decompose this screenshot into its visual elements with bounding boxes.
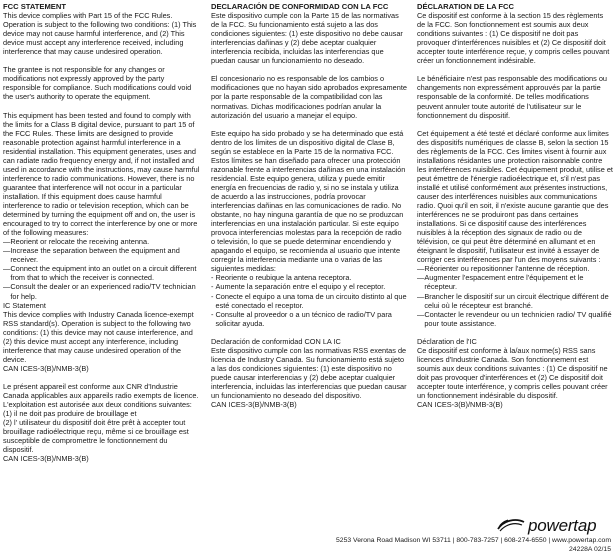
list-dash: - — [211, 309, 216, 319]
list-dash: — — [417, 264, 425, 274]
measure-item — [417, 310, 613, 328]
paragraph: Cet équipement a été testé et déclaré conforme aux limites des dispositifs numériques de classe B, selon la section 15 des règlements de la FCC. Ces limites visent à fournir aux installations résidantes une protection raisonnable contre les interférences nuisibles. Cet équipement produit, utilise et peut émettre de l'énergie radioélectrique et, s'il n'est pas installé et utilisé conformément aux présentes instructions, causer des interférences nuisibles aux communications radio. Quoi qu'il en soit, il n'existe aucune garantie que des interférences ne se produiront pas dans certaines installations. Si ce dispositif cause des interférences nuisibles à la réception des signaux de radio ou de télévision, ce qui peut être déterminé en allumant et en éteignant le dispositif, l'utilisateur est invité à essayer de corriger ces interférences par l'un des moyens suivants : — [417, 128, 613, 265]
measure-text: Aumente la separación entre el equipo y el receptor. — [215, 282, 386, 292]
measure-item — [211, 282, 407, 291]
powertap-swoosh-icon — [496, 517, 526, 535]
powertap-logo — [496, 517, 596, 535]
company-address: 5253 Verona Road Madison WI 53711 | 800-783-7257 | 608-274-6550 | www.powertap.com — [336, 537, 611, 544]
paragraph: The grantee is not responsible for any changes or modifications not expressly approved by the party responsible for compliance. Such modifications could void the user's authority to operate the equipment. — [3, 65, 192, 102]
paragraph: Le bénéficiaire n'est pas responsable des modifications ou changements non expressément approuvés par la partie responsable de la conformité. De telles modifications peuvent annuler toute autorité de l'utilisateur sur le fonctionnement du dispositif. — [417, 74, 608, 120]
certification-code: CAN ICES-3(B)/NMB-3(B) — [3, 363, 89, 373]
measure-text: Connect the equipment into an outlet on a circuit different from that to which the receiver is connected. — [10, 264, 197, 283]
paragraph: Este equipo ha sido probado y se ha determinado que está dentro de los límites de un dispositivo digital de Clase B, según se establece en la Parte 15 de la normativa FCC. Estos límites se han diseñado para ofrecer una protección razonable frente a interferencias dañinas en una instalación residencial. Este equipo genera, utiliza y puede emitir energía en frecuencias de radio y, si no se instala y utiliza de acuerdo a las instrucciones, podría provocar interferencias dañinas en las comunicaciones de radio. No obstante, no hay ninguna garantía de que no se produzcan interferencias en una instalación particular. Si este equipo provoca interferencias molestas para la recepción de radio o televisión, lo que se puede determinar encendiendo y apagando el equipo, se recomienda al usuario que intente corregir la interferencia mediante una o varias de las siguientes medidas: — [211, 128, 406, 274]
list-dash: - — [211, 273, 216, 283]
paragraph: This device complies with Part 15 of the FCC Rules. Operation is subject to the following two conditions: (1) This device may not cause harmful interference, and (2) This device must accept any interference received, including interference that may cause undesired operation. — [3, 11, 197, 57]
measure-text: Conecte el equipo a una toma de un circuito distinto al que esté conectado el receptor. — [215, 291, 407, 310]
measure-item — [3, 264, 200, 282]
ic-title: IC Statement — [3, 300, 46, 310]
paragraph: This device complies with Industry Canada licence-exempt RSS standard(s). Operation is subject to the following two conditions: (1) this device may not cause interference, and (2) this device must accept any interference, including interference that may cause undesired operation of the device. — [3, 309, 194, 364]
list-dash: — — [3, 246, 11, 256]
measure-text: Increase the separation between the equipment and receiver. — [10, 246, 180, 265]
paragraph: (2) l' utilisateur du dispositif doit être prêt à accepter tout brouillage radioélectrique reçu, même si ce brouillage est susceptible de compromettre le fonctionnement du dispositif. — [3, 418, 189, 455]
measure-item — [417, 292, 613, 310]
paragraph: Ce dispositif est conforme à la/aux norme(s) RSS sans licences d'Industrie Canada. Son fonctionnement est soumis aux deux conditions suivantes : (1) Ce dispositif ne doit pas provoquer d'interférences et (2) Ce dispositif doit accepter toute interférence, y compris celles pouvant créer un fonctionnement indésirable du dispositif. — [417, 345, 608, 401]
paragraph: Le présent appareil est conforme aux CNR d'Industrie Canada applicables aux appareils radio exempts de licence. L'exploitation est autorisée aux deux conditions suivantes: (1) il ne doit pas produire de brouillage et — [3, 381, 199, 419]
measure-item — [3, 246, 200, 264]
measure-item — [3, 282, 200, 300]
list-dash: - — [211, 291, 216, 301]
measure-text: Consult the dealer or an experienced radio/TV technician for help. — [10, 282, 196, 301]
paragraph: This equipment has been tested and found to comply with the limits for a Class B digital device, pursuant to part 15 of the FCC Rules. These limits are designed to provide reasonable protection against harmful interference in a residential installation. This equipment generates, uses and can radiate radio frequency energy and, if not installed and used in accordance with the instructions, may cause harmful interference to radio communications. However, there is no guarantee that interference will not occur in a particular installation. If this equipment does cause harmful interference to radio or television reception, which can be determined by turning the equipment off and on, the user is encouraged to try to correct the interference by one or more of the following measures: — [3, 110, 200, 238]
measure-text: Augmenter l'espacement entre l'équipement et le récepteur. — [424, 273, 584, 292]
fcc-statement-spanish — [211, 2, 407, 409]
measure-item — [417, 264, 613, 273]
fcc-statement-french — [417, 2, 613, 409]
section-title: FCC STATEMENT — [3, 2, 66, 11]
measure-item — [417, 273, 613, 291]
list-dash: — — [3, 237, 11, 247]
certification-code: CAN ICES-3(B)/NMB-3(B) — [417, 400, 503, 410]
paragraph: Este dispositivo cumple con la Parte 15 de las normativas de la FCC. Su funcionamiento está sujeto a las dos condiciones siguientes: (1) este dispositivo no debe causar interferencias dañinas y (2) debe aceptar cualquier interferencia recibida, incluidas las interferencias que puedan causar un funcionamiento no deseado. — [211, 11, 403, 66]
fcc-statement-english — [3, 2, 200, 463]
certification-code: CAN ICES-3(B)/NMB-3(B) — [3, 454, 89, 464]
logo-wordmark: powertap — [528, 516, 597, 535]
measure-item — [3, 237, 200, 246]
measure-text: Contacter le revendeur ou un technicien radio/ TV qualifié pour toute assistance. — [424, 309, 612, 328]
paragraph: Ce dispositif est conforme à la section 15 des règlements de la FCC. Son fonctionnement est soumis aux deux conditions suivantes : (1) Ce dispositif ne doit pas provoquer d'interférences nuisibles et (2) Ce dispositif doit accepter toute interférence reçue, y compris celles pouvant créer un fonctionnement indésirable. — [417, 11, 610, 66]
measure-text: Consulte al proveedor o a un técnico de radio/TV para solicitar ayuda. — [215, 309, 392, 328]
footer — [250, 537, 611, 554]
list-dash: — — [417, 291, 425, 301]
list-dash: — — [3, 264, 11, 274]
certification-code: CAN ICES-3(B)/NMB-3(B) — [211, 400, 297, 410]
measure-item — [211, 292, 407, 310]
measure-text: Réorienter ou repositionner l'antenne de réception. — [424, 264, 590, 274]
ic-title: Declaración de conformidad CON LA IC — [211, 336, 341, 346]
section-title: DECLARACIÓN DE CONFORMIDAD CON LA FCC — [211, 2, 389, 11]
section-title: DÉCLARATION DE LA FCC — [417, 2, 515, 11]
measure-item — [211, 310, 407, 328]
paragraph: Este dispositivo cumple con las normativas RSS exentas de licencia de Industry Canada. Su funcionamiento está sujeto a las dos condiciones siguientes: (1) este dispositivo no puede causar interferencias y (2) debe aceptar cualquier interferencia, incluidas las interferencias que puedan causar un funcionamiento no deseado del dispositivo. — [211, 345, 407, 401]
measure-text: Brancher le dispositif sur un circuit électrique différent de celui où le récepteur est branché. — [424, 291, 609, 310]
ic-title: Déclaration de l'IC — [417, 336, 477, 346]
list-dash: - — [211, 282, 216, 292]
measure-text: Reoriente o reubique la antena receptora. — [215, 273, 352, 283]
list-dash: — — [417, 273, 425, 283]
document-code: 24228A 02/15 — [569, 545, 611, 553]
list-dash: — — [3, 282, 11, 292]
measure-item — [211, 273, 407, 282]
measure-text: Reorient or relocate the receiving antenna. — [10, 237, 150, 247]
paragraph: El concesionario no es responsable de los cambios o modificaciones que no hayan sido aprobados expresamente por la parte responsable de la compatibilidad con las normativas. Dichas modificaciones podrían anular la autorización del usuario a manejar el equipo. — [211, 74, 407, 120]
list-dash: — — [417, 309, 425, 319]
